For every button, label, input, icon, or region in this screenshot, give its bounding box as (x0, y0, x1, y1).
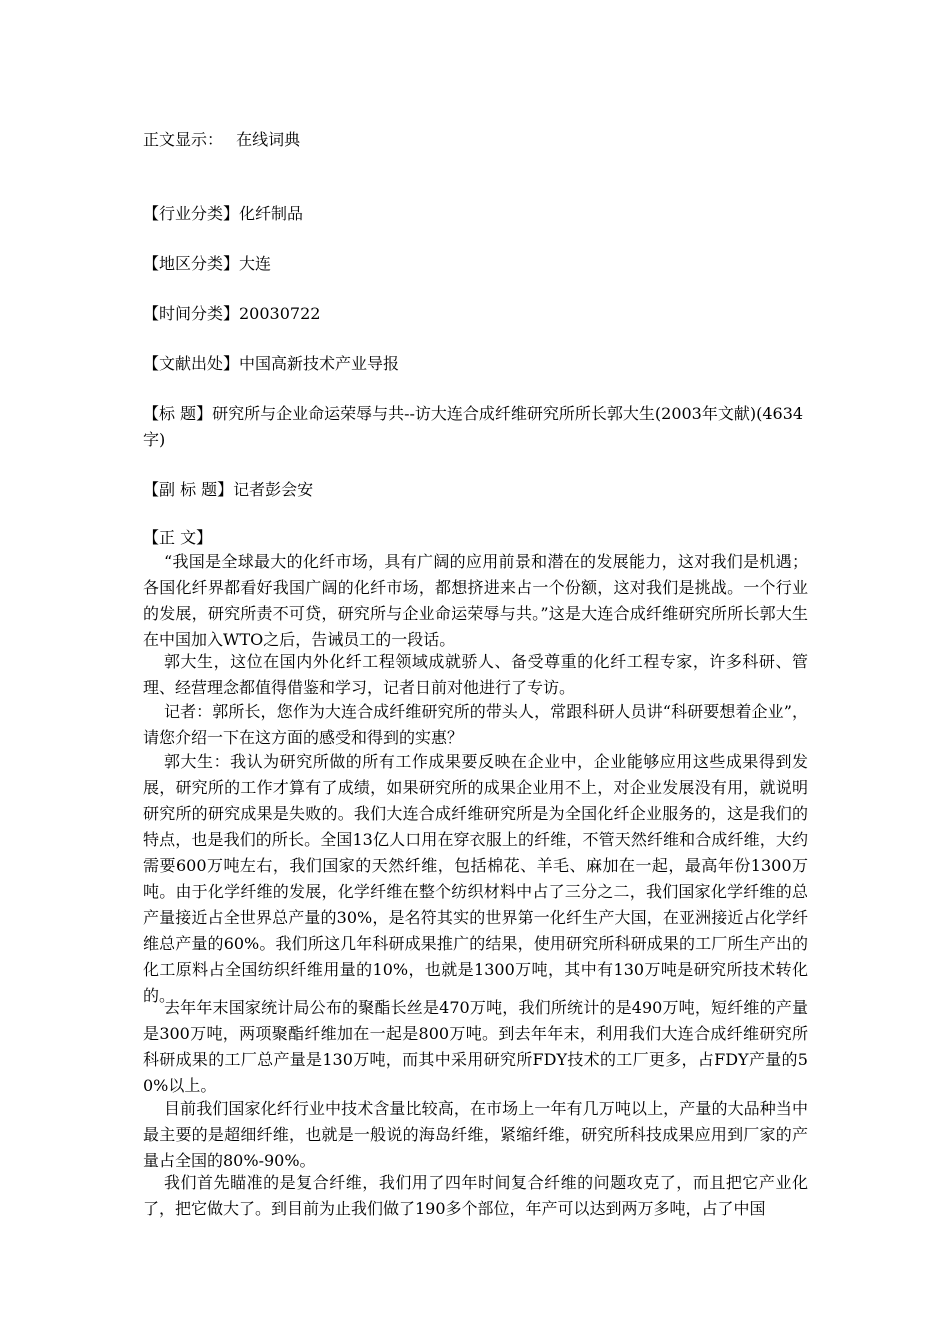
body-label: 【正 文】 (143, 528, 213, 547)
region-category: 【地区分类】大连 (143, 254, 272, 273)
time-category: 【时间分类】20030722 (143, 304, 321, 323)
body-paragraph-4: 郭大生：我认为研究所做的所有工作成果要反映在企业中，企业能够应用这些成果得到发展，研究所的工作才算有了成绩，如果研究所的成果企业用不上，对企业发展没有用，就说明研究所的研究成果是失败的。我们大连合成纤维研究所是为全国化纤企业服务的，这是我们的特点，也是我们的所长。全国13亿人口用在穿衣服上的纤维，不管天然纤维和合成纤维，大约需要600万吨左右，我们国家的天然纤维，包括棉花、羊毛、麻加在一起，最高年份1300万吨。由于化学纤维的发展，化学纤维在整个纺织材料中占了三分之二，我们国家化学纤维的总产量接近占全世界总产量的30%，是名符其实的世界第一化纤生产大国，在亚洲接近占化学纤维总产量的60%。我们所这几年科研成果推广的结果，使用研究所科研成果的工厂所生产出的化工原料占全国纺织纤维用量的10%，也就是1300万吨，其中有130万吨是研究所技术转化的。 (143, 752, 808, 1005)
industry-category: 【行业分类】化纤制品 (143, 204, 304, 223)
body-paragraph-2: 郭大生，这位在国内外化纤工程领域成就骄人、备受尊重的化纤工程专家，许多科研、管理、经营理念都值得借鉴和学习，记者日前对他进行了专访。 (143, 652, 808, 697)
body-paragraph-5: 去年年末国家统计局公布的聚酯长丝是470万吨，我们所统计的是490万吨，短纤维的产量是300万吨，两项聚酯纤维加在一起是800万吨。到去年年末，利用我们大连合成纤维研究所科研成果的工厂总产量是130万吨，而其中采用研究所FDY技术的工厂更多，占FDY产量的50%以上。 (143, 998, 808, 1095)
body-paragraph-1: “我国是全球最大的化纤市场，具有广阔的应用前景和潜在的发展能力，这对我们是机遇；各国化纤界都看好我国广阔的化纤市场，都想挤进来占一个份额，这对我们是挑战。一个行业的发展，研究所责不可贷，研究所与企业命运荣辱与共。”这是大连合成纤维研究所所长郭大生在中国加入WTO之后，告诫员工的一段话。 (143, 552, 808, 649)
document-source: 【文献出处】中国高新技术产业导报 (143, 354, 400, 373)
body-paragraph-7: 我们首先瞄准的是复合纤维，我们用了四年时间复合纤维的问题攻克了，而且把它产业化了，把它做大了。到目前为止我们做了190多个部位，年产可以达到两万多吨，占了中国 (143, 1173, 808, 1218)
article-subtitle: 【副 标 题】记者彭会安 (143, 480, 314, 499)
body-paragraph-6: 目前我们国家化纤行业中技术含量比较高，在市场上一年有几万吨以上，产量的大品种当中最主要的是超细纤维，也就是一般说的海岛纤维，紧缩纤维，研究所科技成果应用到厂家的产量占全国的80%-90%。 (143, 1099, 808, 1170)
display-label: 正文显示： (143, 130, 224, 149)
online-dictionary-link[interactable]: 在线词典 (236, 130, 301, 149)
body-paragraph-3: 记者：郭所长，您作为大连合成纤维研究所的带头人，常跟科研人员讲“科研要想着企业”，请您介绍一下在这方面的感受和得到的实惠？ (143, 702, 808, 747)
display-header (143, 127, 813, 153)
article-title: 【标 题】研究所与企业命运荣辱与共--访大连合成纤维研究所所长郭大生(2003年文献)(4634字) (143, 404, 804, 449)
